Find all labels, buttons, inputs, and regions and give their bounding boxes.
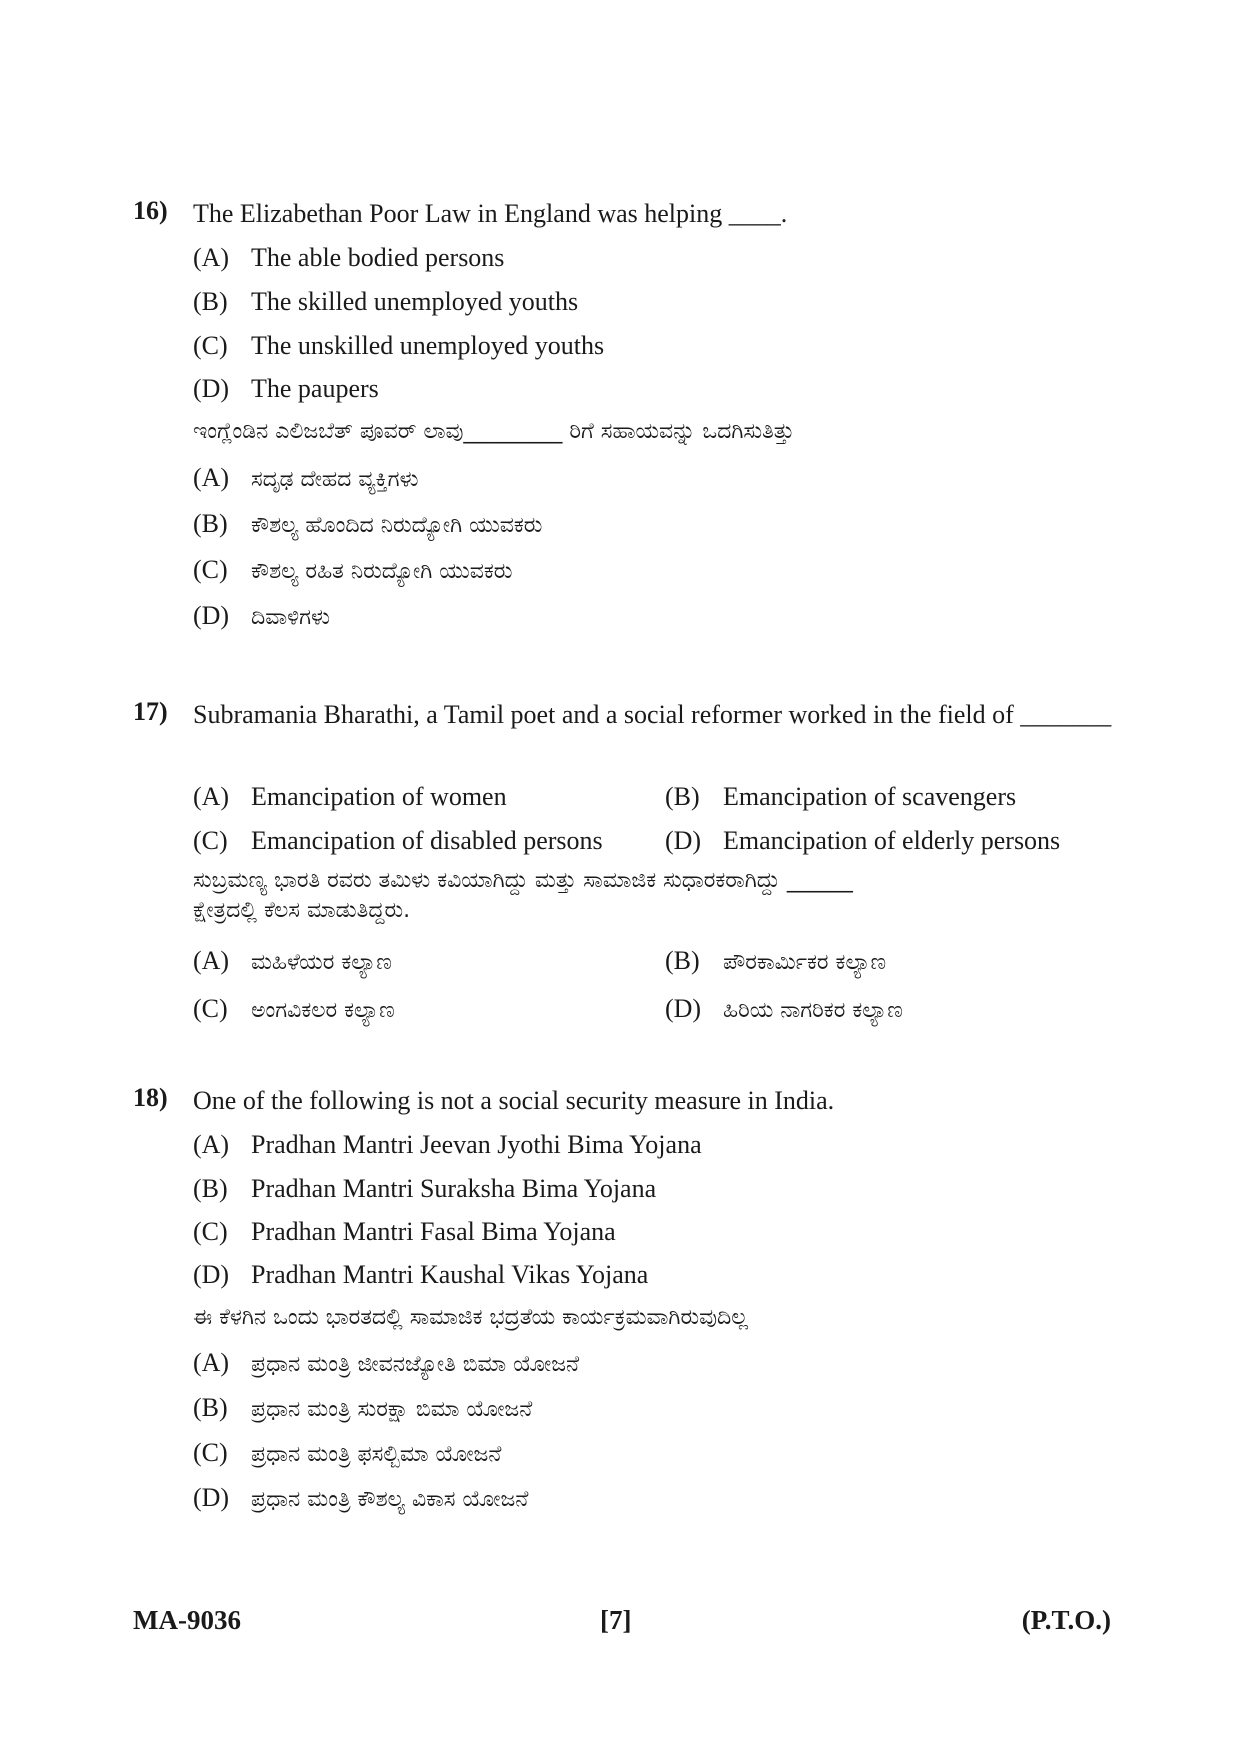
kannada-option-a <box>193 1343 579 1383</box>
footer-pto: (P.T.O.) <box>1021 1605 1111 1635</box>
kannada-option-b <box>193 504 542 544</box>
option-label: (B) <box>193 509 228 538</box>
option-b <box>665 777 1016 817</box>
option-text: Emancipation of women <box>251 782 507 811</box>
kannada-question-text: ಈ ಕೆಳಗಿನ ಒಂದು ಭಾರತದಲ್ಲಿ ಸಾಮಾಜಿಕ ಭದ್ರತೆಯ ಕಾರ್ಯಕ್ರಮವಾಗಿರುವುದಿಲ್ಲ <box>193 1305 749 1330</box>
option-text: The paupers <box>251 374 379 403</box>
option-label: (C) <box>193 994 228 1023</box>
option-label: (C) <box>193 826 228 855</box>
option-text: ಪೌರಕಾರ್ಮಿಕರ ಕಲ್ಯಾಣ <box>723 950 887 975</box>
option-d <box>665 821 1060 861</box>
option-text: Emancipation of elderly persons <box>723 826 1061 855</box>
option-label: (A) <box>193 782 230 811</box>
option-text: ಪ್ರಧಾನ ಮಂತ್ರಿ ಕೌಶಲ್ಯ ವಿಕಾಸ ಯೋಜನೆ <box>251 1487 529 1512</box>
option-label: (D) <box>193 1260 230 1289</box>
option-text: ಕೌಶಲ್ಯ ಹೊಂದಿದ ನಿರುದ್ಯೋಗಿ ಯುವಕರು <box>251 513 543 538</box>
footer-page-number: [7] <box>600 1605 632 1635</box>
kannada-option-c <box>193 989 395 1029</box>
option-c <box>193 1212 616 1252</box>
option-text: ಅಂಗವಿಕಲರ ಕಲ್ಯಾಣ <box>251 998 395 1023</box>
option-b <box>193 282 578 322</box>
kannada-option-b <box>665 941 886 981</box>
option-label: (B) <box>665 782 700 811</box>
kannada-option-d <box>665 989 903 1029</box>
option-label: (A) <box>193 946 230 975</box>
option-text: Pradhan Mantri Jeevan Jyothi Bima Yojana <box>251 1130 702 1159</box>
option-label: (D) <box>193 601 230 630</box>
option-label: (B) <box>193 287 228 316</box>
option-c <box>193 326 604 366</box>
option-d <box>193 1255 648 1295</box>
kannada-option-c <box>193 550 512 590</box>
kannada-question-text-line2: ಕ್ಷೇತ್ರದಲ್ಲಿ ಕೆಲಸ ಮಾಡುತಿದ್ದರು. <box>193 898 411 923</box>
option-text: Pradhan Mantri Fasal Bima Yojana <box>251 1217 616 1246</box>
option-label: (B) <box>193 1174 228 1203</box>
option-text: The able bodied persons <box>251 243 505 272</box>
option-text: ಮಹಿಳೆಯರ ಕಲ್ಯಾಣ <box>251 950 392 975</box>
kannada-option-a <box>193 458 419 498</box>
kannada-option-b <box>193 1388 532 1428</box>
option-text: Emancipation of scavengers <box>723 782 1017 811</box>
option-label: (A) <box>193 1130 230 1159</box>
option-label: (C) <box>193 1438 228 1467</box>
option-label: (A) <box>193 1348 230 1377</box>
kannada-option-d <box>193 1478 528 1518</box>
question-text: The Elizabethan Poor Law in England was helping ____. <box>193 199 788 228</box>
option-b <box>193 1169 656 1209</box>
option-d <box>193 369 379 409</box>
option-a <box>193 1125 702 1165</box>
option-label: (B) <box>665 946 700 975</box>
option-text: The skilled unemployed youths <box>251 287 579 316</box>
question-text: One of the following is not a social security measure in India. <box>193 1086 835 1115</box>
option-c <box>193 821 603 861</box>
option-text: ಕೌಶಲ್ಯ ರಹಿತ ನಿರುದ್ಯೋಗಿ ಯುವಕರು <box>251 559 513 584</box>
option-text: Pradhan Mantri Kaushal Vikas Yojana <box>251 1260 649 1289</box>
kannada-option-c <box>193 1433 501 1473</box>
kannada-question-text-line1: ಸುಬ್ರಮಣ್ಯ ಭಾರತಿ ರವರು ತಮಿಳು ಕವಿಯಾಗಿದ್ದು ಮತ್ತು ಸಾಮಾಜಿಕ ಸುಧಾರಕರಾಗಿದ್ದು ______ <box>193 868 853 893</box>
option-text: ಪ್ರಧಾನ ಮಂತ್ರಿ ಫಸಲ್ಬಿಮಾ ಯೋಜನೆ <box>251 1442 502 1467</box>
option-text: ದಿವಾಳಿಗಳು <box>251 605 330 630</box>
kannada-option-d <box>193 596 330 636</box>
option-text: ಹಿರಿಯ ನಾಗರಿಕರ ಕಲ್ಯಾಣ <box>723 998 903 1023</box>
question-text: Subramania Bharathi, a Tamil poet and a social reformer worked in the field of _______ <box>193 700 1112 729</box>
footer-code: MA-9036 <box>133 1605 241 1635</box>
kannada-question-text: ಇಂಗ್ಲೆಂಡಿನ ಎಲಿಜಬೆತ್ ಪೂವರ್ ಲಾವು_________ ರಿಗೆ ಸಹಾಯವನ್ನು ಒದಗಿಸುತಿತ್ತು <box>193 419 795 444</box>
option-label: (C) <box>193 555 228 584</box>
option-text: ಪ್ರಧಾನ ಮಂತ್ರಿ ಸುರಕ್ಷಾ ಬಿಮಾ ಯೋಜನೆ <box>251 1397 533 1422</box>
option-text: The unskilled unemployed youths <box>251 331 605 360</box>
question-number: 18) <box>133 1083 168 1112</box>
option-label: (D) <box>665 826 702 855</box>
question-number: 16) <box>133 196 168 225</box>
option-text: ಪ್ರಧಾನ ಮಂತ್ರಿ ಜೀವನಜ್ಯೋತಿ ಬಿಮಾ ಯೋಜನೆ <box>251 1352 580 1377</box>
question-number: 17) <box>133 697 168 726</box>
option-text: Pradhan Mantri Suraksha Bima Yojana <box>251 1174 657 1203</box>
option-label: (D) <box>665 994 702 1023</box>
option-label: (C) <box>193 1217 228 1246</box>
option-text: ಸದೃಢ ದೇಹದ ವ್ಯಕ್ತಿಗಳು <box>251 467 419 492</box>
option-label: (B) <box>193 1393 228 1422</box>
kannada-option-a <box>193 941 392 981</box>
option-a <box>193 238 504 278</box>
option-label: (C) <box>193 331 228 360</box>
option-text: Emancipation of disabled persons <box>251 826 603 855</box>
option-a <box>193 777 507 817</box>
option-label: (D) <box>193 374 230 403</box>
option-label: (A) <box>193 243 230 272</box>
option-label: (D) <box>193 1483 230 1512</box>
option-label: (A) <box>193 463 230 492</box>
